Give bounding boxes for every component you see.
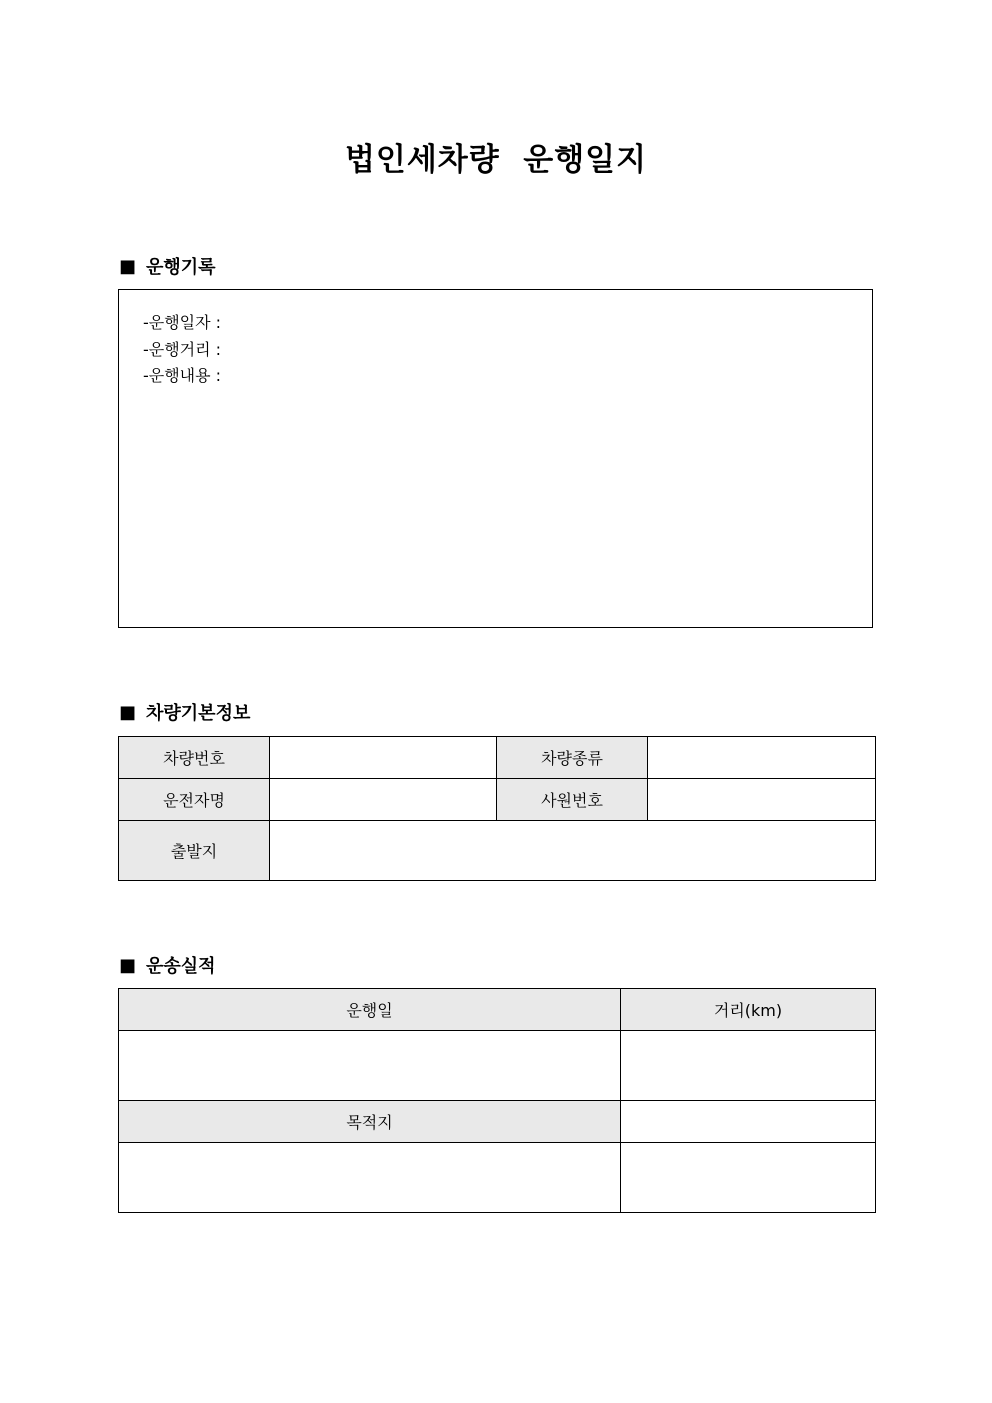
record-line-date: -운행일자 : xyxy=(143,313,222,332)
square-bullet-icon: ■ xyxy=(119,954,137,976)
driver-name-field[interactable] xyxy=(270,779,497,821)
record-line-content: -운행내용 : xyxy=(143,366,222,385)
destination-field[interactable] xyxy=(119,1143,621,1213)
vehicle-type-label: 차량종류 xyxy=(497,737,648,779)
table-row xyxy=(119,989,876,1031)
section-heading-label: 운행기록 xyxy=(146,257,216,278)
table-row xyxy=(119,1101,876,1143)
table-row xyxy=(119,821,876,881)
section-heading-label: 운송실적 xyxy=(146,956,216,977)
departure-label: 출발지 xyxy=(119,821,270,881)
table-row xyxy=(119,1143,876,1213)
departure-field[interactable] xyxy=(270,821,876,881)
vehicle-type-field[interactable] xyxy=(648,737,876,779)
destination-side-field[interactable] xyxy=(621,1101,876,1143)
distance-header: 거리(km) xyxy=(621,989,876,1031)
date-header: 운행일 xyxy=(119,989,621,1031)
transport-table xyxy=(118,988,876,1213)
driver-name-label: 운전자명 xyxy=(119,779,270,821)
distance-field[interactable] xyxy=(621,1031,876,1101)
vehicle-info-table xyxy=(118,736,876,881)
record-line-distance: -운행거리 : xyxy=(143,339,222,359)
vehicle-number-field[interactable] xyxy=(270,737,497,779)
square-bullet-icon: ■ xyxy=(119,701,137,723)
section-heading-transport xyxy=(119,952,216,978)
vehicle-number-label: 차량번호 xyxy=(119,737,270,779)
employee-number-field[interactable] xyxy=(648,779,876,821)
section-heading-label: 차량기본정보 xyxy=(146,703,251,724)
page-title: 법인세차량 운행일지 xyxy=(344,142,648,178)
destination-distance-field[interactable] xyxy=(621,1143,876,1213)
table-row xyxy=(119,1031,876,1101)
date-field[interactable] xyxy=(119,1031,621,1101)
table-row xyxy=(119,779,876,821)
destination-header: 목적지 xyxy=(119,1101,621,1143)
section-heading-vehicle xyxy=(119,699,250,725)
section-heading-record xyxy=(119,253,216,279)
record-box[interactable] xyxy=(118,289,873,628)
square-bullet-icon: ■ xyxy=(119,255,137,277)
employee-number-label: 사원번호 xyxy=(497,779,648,821)
table-row xyxy=(119,737,876,779)
